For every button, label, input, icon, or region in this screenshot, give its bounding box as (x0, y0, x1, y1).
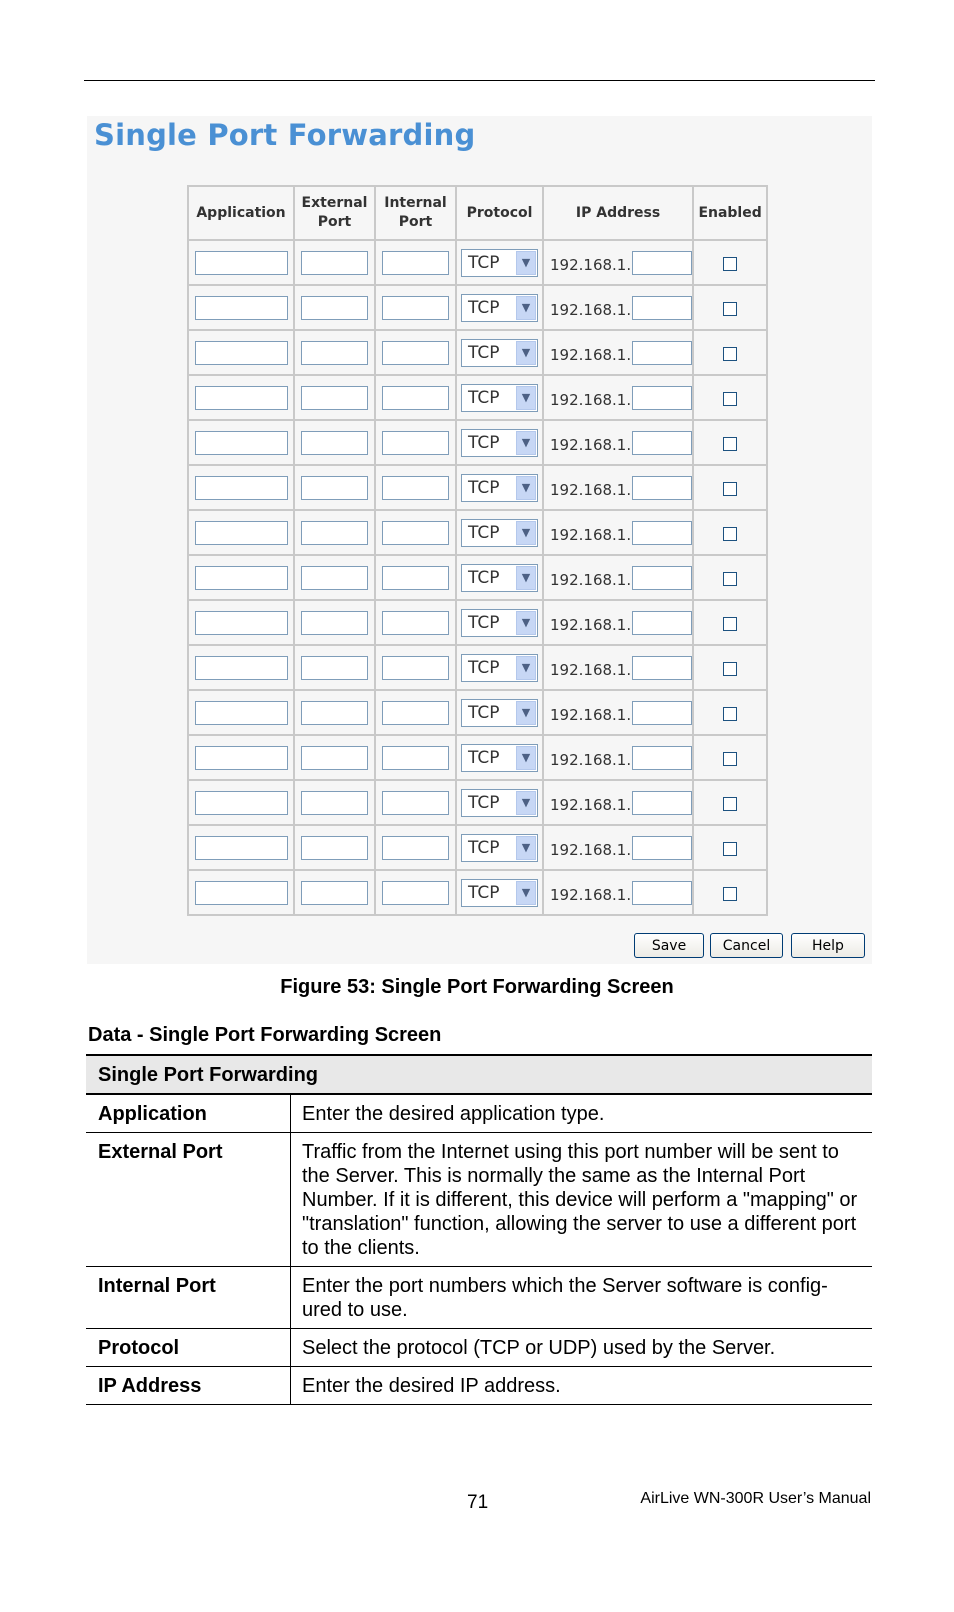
protocol-cell (457, 511, 544, 556)
enabled-cell (694, 691, 766, 736)
protocol-select[interactable] (461, 879, 538, 907)
data-heading: Data - Single Port Forwarding Screen (88, 1024, 442, 1046)
chevron-down-icon[interactable]: ▼ (516, 611, 536, 635)
protocol-select[interactable] (461, 609, 538, 637)
forwarding-row (189, 781, 766, 826)
application-input[interactable] (195, 566, 288, 590)
chevron-down-icon[interactable]: ▼ (516, 296, 536, 320)
external-port-cell (295, 871, 376, 914)
enabled-cell (694, 556, 766, 601)
application-cell (189, 646, 295, 691)
protocol-cell (457, 871, 544, 914)
enabled-cell (694, 826, 766, 871)
protocol-value: TCP (468, 342, 500, 363)
protocol-cell (457, 601, 544, 646)
ip-address-cell (544, 421, 694, 466)
col-protocol: Protocol (457, 187, 544, 241)
field-description: Enter the desired IP address. (291, 1367, 873, 1405)
enabled-cell (694, 736, 766, 781)
application-input[interactable] (195, 791, 288, 815)
internal-port-cell (376, 826, 457, 871)
protocol-cell (457, 376, 544, 421)
enabled-checkbox[interactable] (723, 392, 737, 406)
application-input[interactable] (195, 656, 288, 680)
ip-last-octet-input[interactable] (632, 611, 692, 635)
internal-port-input[interactable] (382, 791, 449, 815)
enabled-cell (694, 421, 766, 466)
chevron-down-icon[interactable]: ▼ (516, 881, 536, 905)
internal-port-input[interactable] (382, 566, 449, 590)
ip-address-cell (544, 826, 694, 871)
top-rule (84, 80, 875, 81)
ip-prefix: 192.168.1. (550, 255, 632, 274)
data-row (86, 1133, 872, 1267)
help-button[interactable]: Help (791, 933, 865, 958)
chevron-down-icon[interactable]: ▼ (516, 386, 536, 410)
external-port-input[interactable] (301, 701, 368, 725)
screen-title: Single Port Forwarding (94, 118, 476, 152)
protocol-cell (457, 736, 544, 781)
header-row (189, 187, 766, 241)
protocol-cell (457, 241, 544, 286)
ip-address-cell (544, 466, 694, 511)
external-port-cell (295, 646, 376, 691)
forwarding-row (189, 511, 766, 556)
ip-address-cell (544, 286, 694, 331)
ip-prefix: 192.168.1. (550, 300, 632, 319)
forwarding-row (189, 601, 766, 646)
internal-port-input[interactable] (382, 656, 449, 680)
external-port-cell (295, 556, 376, 601)
internal-port-cell (376, 466, 457, 511)
ip-address-cell (544, 736, 694, 781)
enabled-checkbox[interactable] (723, 527, 737, 541)
protocol-value: TCP (468, 882, 500, 903)
protocol-value: TCP (468, 522, 500, 543)
external-port-input[interactable] (301, 431, 368, 455)
ip-last-octet-input[interactable] (632, 521, 692, 545)
field-description: Enter the desired application type. (291, 1094, 873, 1133)
enabled-checkbox[interactable] (723, 617, 737, 631)
save-button[interactable]: Save (634, 933, 704, 958)
application-input[interactable] (195, 746, 288, 770)
screenshot-panel (87, 116, 872, 964)
ip-prefix: 192.168.1. (550, 885, 632, 904)
chevron-down-icon[interactable]: ▼ (516, 251, 536, 275)
internal-port-cell (376, 511, 457, 556)
ip-address-cell (544, 691, 694, 736)
forwarding-row (189, 376, 766, 421)
chevron-down-icon[interactable]: ▼ (516, 431, 536, 455)
enabled-checkbox[interactable] (723, 257, 737, 271)
external-port-cell (295, 376, 376, 421)
page-number: 71 (467, 1492, 489, 1513)
chevron-down-icon[interactable]: ▼ (516, 656, 536, 680)
internal-port-cell (376, 286, 457, 331)
internal-port-cell (376, 781, 457, 826)
internal-port-cell (376, 421, 457, 466)
forwarding-row (189, 871, 766, 914)
application-cell (189, 331, 295, 376)
ip-address-cell (544, 646, 694, 691)
forwarding-row (189, 691, 766, 736)
protocol-select[interactable] (461, 339, 538, 367)
field-name: IP Address (86, 1367, 291, 1405)
chevron-down-icon[interactable]: ▼ (516, 476, 536, 500)
protocol-select[interactable] (461, 249, 538, 277)
forwarding-row (189, 826, 766, 871)
external-port-cell (295, 241, 376, 286)
protocol-select[interactable] (461, 294, 538, 322)
internal-port-cell (376, 871, 457, 914)
internal-port-cell (376, 556, 457, 601)
protocol-value: TCP (468, 612, 500, 633)
protocol-select[interactable] (461, 519, 538, 547)
internal-port-cell (376, 241, 457, 286)
ip-last-octet-input[interactable] (632, 656, 692, 680)
protocol-cell (457, 466, 544, 511)
internal-port-input[interactable] (382, 251, 449, 275)
forwarding-row (189, 736, 766, 781)
cancel-button[interactable]: Cancel (710, 933, 783, 958)
ip-last-octet-input[interactable] (632, 251, 692, 275)
ip-prefix: 192.168.1. (550, 570, 632, 589)
ip-address-cell (544, 511, 694, 556)
external-port-input[interactable] (301, 656, 368, 680)
application-input[interactable] (195, 701, 288, 725)
protocol-cell (457, 646, 544, 691)
application-cell (189, 781, 295, 826)
protocol-select[interactable] (461, 564, 538, 592)
field-name: Application (86, 1094, 291, 1133)
external-port-cell (295, 331, 376, 376)
internal-port-cell (376, 691, 457, 736)
ip-address-cell (544, 601, 694, 646)
enabled-cell (694, 601, 766, 646)
forwarding-row (189, 466, 766, 511)
application-cell (189, 286, 295, 331)
external-port-input[interactable] (301, 836, 368, 860)
internal-port-input[interactable] (382, 476, 449, 500)
enabled-checkbox[interactable] (723, 887, 737, 901)
protocol-value: TCP (468, 837, 500, 858)
internal-port-cell (376, 736, 457, 781)
ip-prefix: 192.168.1. (550, 750, 632, 769)
data-table (86, 1054, 872, 1405)
ip-prefix: 192.168.1. (550, 345, 632, 364)
data-table-header: Single Port Forwarding (86, 1055, 872, 1094)
protocol-cell (457, 781, 544, 826)
application-cell (189, 466, 295, 511)
internal-port-input[interactable] (382, 881, 449, 905)
field-description: Select the protocol (TCP or UDP) used by the Server. (291, 1329, 873, 1367)
ip-last-octet-input[interactable] (632, 386, 692, 410)
external-port-input[interactable] (301, 746, 368, 770)
enabled-cell (694, 331, 766, 376)
port-forwarding-table (187, 185, 768, 916)
application-cell (189, 241, 295, 286)
application-input[interactable] (195, 881, 288, 905)
protocol-select[interactable] (461, 834, 538, 862)
ip-last-octet-input[interactable] (632, 476, 692, 500)
protocol-select[interactable] (461, 654, 538, 682)
ip-prefix: 192.168.1. (550, 615, 632, 634)
protocol-value: TCP (468, 702, 500, 723)
external-port-input[interactable] (301, 521, 368, 545)
ip-prefix: 192.168.1. (550, 435, 632, 454)
protocol-cell (457, 286, 544, 331)
forwarding-row (189, 421, 766, 466)
application-input[interactable] (195, 611, 288, 635)
ip-last-octet-input[interactable] (632, 836, 692, 860)
manual-title: AirLive WN-300R User’s Manual (640, 1490, 871, 1507)
external-port-cell (295, 601, 376, 646)
enabled-cell (694, 871, 766, 914)
enabled-cell (694, 646, 766, 691)
ip-last-octet-input[interactable] (632, 566, 692, 590)
port-forwarding-rows (189, 241, 766, 914)
external-port-cell (295, 781, 376, 826)
data-row (86, 1329, 872, 1367)
enabled-cell (694, 781, 766, 826)
figure-caption: Figure 53: Single Port Forwarding Screen (280, 976, 674, 998)
ip-last-octet-input[interactable] (632, 881, 692, 905)
forwarding-row (189, 331, 766, 376)
protocol-select[interactable] (461, 699, 538, 727)
protocol-cell (457, 691, 544, 736)
col-external-port: External Port (295, 187, 376, 241)
internal-port-cell (376, 331, 457, 376)
forwarding-row (189, 286, 766, 331)
enabled-cell (694, 466, 766, 511)
enabled-checkbox[interactable] (723, 752, 737, 766)
protocol-value: TCP (468, 297, 500, 318)
chevron-down-icon[interactable]: ▼ (516, 701, 536, 725)
application-input[interactable] (195, 386, 288, 410)
ip-prefix: 192.168.1. (550, 705, 632, 724)
field-name: External Port (86, 1133, 291, 1267)
protocol-value: TCP (468, 477, 500, 498)
chevron-down-icon[interactable]: ▼ (516, 521, 536, 545)
ip-prefix: 192.168.1. (550, 660, 632, 679)
internal-port-cell (376, 601, 457, 646)
forwarding-row (189, 241, 766, 286)
internal-port-input[interactable] (382, 386, 449, 410)
ip-address-cell (544, 331, 694, 376)
ip-prefix: 192.168.1. (550, 795, 632, 814)
application-cell (189, 826, 295, 871)
col-enabled: Enabled (694, 187, 766, 241)
ip-last-octet-input[interactable] (632, 701, 692, 725)
external-port-input[interactable] (301, 296, 368, 320)
ip-last-octet-input[interactable] (632, 791, 692, 815)
ip-last-octet-input[interactable] (632, 431, 692, 455)
field-name: Protocol (86, 1329, 291, 1367)
ip-address-cell (544, 241, 694, 286)
chevron-down-icon[interactable]: ▼ (516, 341, 536, 365)
protocol-value: TCP (468, 432, 500, 453)
protocol-value: TCP (468, 567, 500, 588)
protocol-value: TCP (468, 387, 500, 408)
enabled-checkbox[interactable] (723, 437, 737, 451)
ip-prefix: 192.168.1. (550, 840, 632, 859)
application-cell (189, 376, 295, 421)
ip-last-octet-input[interactable] (632, 341, 692, 365)
data-row (86, 1094, 872, 1133)
internal-port-input[interactable] (382, 701, 449, 725)
application-cell (189, 601, 295, 646)
internal-port-cell (376, 376, 457, 421)
enabled-checkbox[interactable] (723, 797, 737, 811)
application-cell (189, 691, 295, 736)
enabled-cell (694, 286, 766, 331)
external-port-cell (295, 466, 376, 511)
protocol-value: TCP (468, 747, 500, 768)
ip-address-cell (544, 871, 694, 914)
protocol-cell (457, 826, 544, 871)
protocol-select[interactable] (461, 789, 538, 817)
chevron-down-icon[interactable]: ▼ (516, 791, 536, 815)
chevron-down-icon[interactable]: ▼ (516, 566, 536, 590)
internal-port-input[interactable] (382, 296, 449, 320)
enabled-cell (694, 511, 766, 556)
field-description: Enter the port numbers which the Server software is config-ured to use. (291, 1267, 873, 1329)
external-port-cell (295, 826, 376, 871)
application-cell (189, 421, 295, 466)
ip-last-octet-input[interactable] (632, 746, 692, 770)
ip-prefix: 192.168.1. (550, 480, 632, 499)
application-input[interactable] (195, 476, 288, 500)
enabled-checkbox[interactable] (723, 482, 737, 496)
enabled-cell (694, 376, 766, 421)
external-port-cell (295, 511, 376, 556)
external-port-input[interactable] (301, 791, 368, 815)
enabled-checkbox[interactable] (723, 572, 737, 586)
application-input[interactable] (195, 341, 288, 365)
application-input[interactable] (195, 521, 288, 545)
external-port-input[interactable] (301, 386, 368, 410)
ip-address-cell (544, 781, 694, 826)
ip-address-cell (544, 556, 694, 601)
application-cell (189, 736, 295, 781)
enabled-checkbox[interactable] (723, 302, 737, 316)
data-row (86, 1267, 872, 1329)
protocol-select[interactable] (461, 384, 538, 412)
protocol-value: TCP (468, 252, 500, 273)
ip-last-octet-input[interactable] (632, 296, 692, 320)
enabled-checkbox[interactable] (723, 842, 737, 856)
external-port-cell (295, 421, 376, 466)
internal-port-cell (376, 646, 457, 691)
external-port-cell (295, 286, 376, 331)
col-application: Application (189, 187, 295, 241)
forwarding-row (189, 556, 766, 601)
internal-port-input[interactable] (382, 836, 449, 860)
ip-prefix: 192.168.1. (550, 390, 632, 409)
protocol-select[interactable] (461, 429, 538, 457)
enabled-checkbox[interactable] (723, 347, 737, 361)
chevron-down-icon[interactable]: ▼ (516, 836, 536, 860)
internal-port-input[interactable] (382, 341, 449, 365)
application-cell (189, 511, 295, 556)
external-port-input[interactable] (301, 476, 368, 500)
col-internal-port: Internal Port (376, 187, 457, 241)
application-input[interactable] (195, 836, 288, 860)
application-input[interactable] (195, 431, 288, 455)
enabled-checkbox[interactable] (723, 662, 737, 676)
application-input[interactable] (195, 251, 288, 275)
ip-address-cell (544, 376, 694, 421)
protocol-cell (457, 421, 544, 466)
enabled-checkbox[interactable] (723, 707, 737, 721)
protocol-value: TCP (468, 792, 500, 813)
forwarding-row (189, 646, 766, 691)
protocol-select[interactable] (461, 744, 538, 772)
internal-port-input[interactable] (382, 431, 449, 455)
external-port-input[interactable] (301, 611, 368, 635)
protocol-cell (457, 331, 544, 376)
internal-port-input[interactable] (382, 746, 449, 770)
external-port-cell (295, 691, 376, 736)
application-cell (189, 871, 295, 914)
internal-port-input[interactable] (382, 611, 449, 635)
protocol-value: TCP (468, 657, 500, 678)
external-port-cell (295, 736, 376, 781)
external-port-input[interactable] (301, 341, 368, 365)
application-input[interactable] (195, 296, 288, 320)
protocol-select[interactable] (461, 474, 538, 502)
field-name: Internal Port (86, 1267, 291, 1329)
external-port-input[interactable] (301, 881, 368, 905)
application-cell (189, 556, 295, 601)
protocol-cell (457, 556, 544, 601)
external-port-input[interactable] (301, 251, 368, 275)
enabled-cell (694, 241, 766, 286)
external-port-input[interactable] (301, 566, 368, 590)
chevron-down-icon[interactable]: ▼ (516, 746, 536, 770)
internal-port-input[interactable] (382, 521, 449, 545)
data-row (86, 1367, 872, 1405)
col-ip-address: IP Address (544, 187, 694, 241)
field-description: Traffic from the Internet using this port number will be sent to the Server. This is normally the same as the Internal Port Number. If it is different, this device will perform a "mapping" or "translation" function, allowing the server to use a different port to the clients. (291, 1133, 873, 1267)
ip-prefix: 192.168.1. (550, 525, 632, 544)
